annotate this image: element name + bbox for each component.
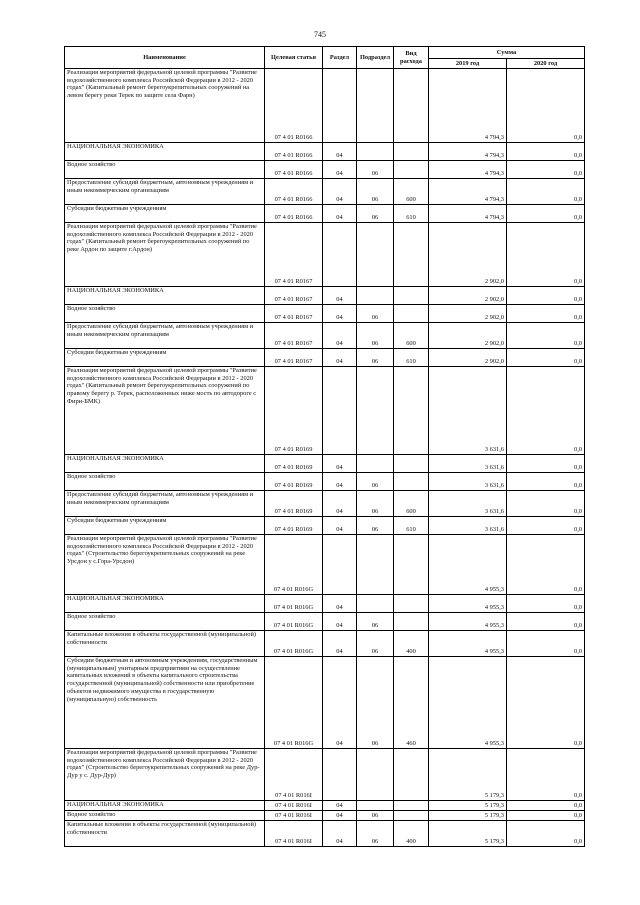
row-sum-2020: 0,0 bbox=[507, 801, 585, 811]
row-expense-type bbox=[394, 801, 429, 811]
row-sum-2019: 3 631,6 bbox=[429, 517, 507, 535]
row-subsection: 06 bbox=[357, 631, 394, 657]
row-target-code: 07 4 01 R0167 bbox=[265, 323, 323, 349]
row-section: 04 bbox=[323, 323, 357, 349]
row-section bbox=[323, 69, 357, 143]
row-target-code: 07 4 01 R016I bbox=[265, 811, 323, 821]
row-subsection: 06 bbox=[357, 811, 394, 821]
row-expense-type bbox=[394, 455, 429, 473]
row-expense-type bbox=[394, 811, 429, 821]
table-row bbox=[65, 801, 585, 811]
table-row bbox=[65, 205, 585, 223]
row-sum-2020: 0,0 bbox=[507, 205, 585, 223]
row-sum-2020: 0,0 bbox=[507, 535, 585, 595]
row-expense-type bbox=[394, 223, 429, 287]
table-row bbox=[65, 323, 585, 349]
row-expense-type: 400 bbox=[394, 631, 429, 657]
table-row bbox=[65, 535, 585, 595]
row-sum-2020: 0,0 bbox=[507, 749, 585, 801]
row-section bbox=[323, 223, 357, 287]
row-name: Субсидии бюджетным учреждениям bbox=[65, 517, 265, 535]
row-subsection: 06 bbox=[357, 205, 394, 223]
row-sum-2019: 2 902,0 bbox=[429, 323, 507, 349]
row-target-code: 07 4 01 R0166 bbox=[265, 161, 323, 179]
row-subsection: 06 bbox=[357, 179, 394, 205]
row-name: Предоставление субсидий бюджетным, автономным учреждениям и иным некоммерческим организациям bbox=[65, 491, 265, 517]
row-section: 04 bbox=[323, 473, 357, 491]
table-row bbox=[65, 595, 585, 613]
row-subsection: 06 bbox=[357, 613, 394, 631]
row-subsection bbox=[357, 223, 394, 287]
header-subsection: Подраздел bbox=[357, 47, 394, 69]
row-sum-2019: 5 179,3 bbox=[429, 821, 507, 847]
row-subsection: 06 bbox=[357, 323, 394, 349]
row-sum-2019: 4 955,3 bbox=[429, 613, 507, 631]
row-expense-type bbox=[394, 749, 429, 801]
row-expense-type: 400 bbox=[394, 821, 429, 847]
row-expense-type bbox=[394, 473, 429, 491]
table-row bbox=[65, 349, 585, 367]
row-target-code: 07 4 01 R0166 bbox=[265, 69, 323, 143]
row-subsection: 06 bbox=[357, 657, 394, 749]
row-sum-2020: 0,0 bbox=[507, 367, 585, 455]
row-subsection: 06 bbox=[357, 491, 394, 517]
header-name: Наименование bbox=[65, 47, 265, 69]
table-row bbox=[65, 473, 585, 491]
row-sum-2020: 0,0 bbox=[507, 323, 585, 349]
table-row bbox=[65, 657, 585, 749]
row-name: Водное хозяйство bbox=[65, 161, 265, 179]
row-section: 04 bbox=[323, 631, 357, 657]
header-year-2019: 2019 год bbox=[429, 59, 507, 69]
row-sum-2019: 4 794,3 bbox=[429, 69, 507, 143]
row-target-code: 07 4 01 R0166 bbox=[265, 143, 323, 161]
row-section: 04 bbox=[323, 821, 357, 847]
row-name: Водное хозяйство bbox=[65, 613, 265, 631]
row-section bbox=[323, 749, 357, 801]
row-name: Реализация мероприятий федеральной целевой программы "Развитие водохозяйственного комплекса Российской Федерации в 2012 - 2020 годах" (Строительство берегоукрепительных сооружений на реке Дур-Дур у с. Дур-Дур) bbox=[65, 749, 265, 801]
table-row bbox=[65, 749, 585, 801]
row-expense-type: 460 bbox=[394, 657, 429, 749]
row-name: Реализация мероприятий федеральной целевой программы "Развитие водохозяйственного комплекса Российской Федерации в 2012 - 2020 годах" (Капитальный ремонт берегоукрепительных сооружений по реке Ардон по защите г.Ардон) bbox=[65, 223, 265, 287]
row-target-code: 07 4 01 R016G bbox=[265, 631, 323, 657]
row-sum-2020: 0,0 bbox=[507, 657, 585, 749]
row-name: Капитальные вложения в объекты государственной (муниципальной) собственности bbox=[65, 821, 265, 847]
row-subsection bbox=[357, 595, 394, 613]
row-target-code: 07 4 01 R016I bbox=[265, 801, 323, 811]
row-sum-2020: 0,0 bbox=[507, 491, 585, 517]
row-section: 04 bbox=[323, 657, 357, 749]
row-target-code: 07 4 01 R0169 bbox=[265, 517, 323, 535]
table-row bbox=[65, 491, 585, 517]
row-name: Водное хозяйство bbox=[65, 811, 265, 821]
row-sum-2019: 3 631,6 bbox=[429, 491, 507, 517]
row-target-code: 07 4 01 R0169 bbox=[265, 455, 323, 473]
table-row bbox=[65, 161, 585, 179]
row-sum-2020: 0,0 bbox=[507, 161, 585, 179]
row-expense-type bbox=[394, 69, 429, 143]
row-expense-type bbox=[394, 595, 429, 613]
row-section: 04 bbox=[323, 205, 357, 223]
row-sum-2020: 0,0 bbox=[507, 349, 585, 367]
row-sum-2020: 0,0 bbox=[507, 595, 585, 613]
row-sum-2019: 4 794,3 bbox=[429, 161, 507, 179]
row-target-code: 07 4 01 R016I bbox=[265, 821, 323, 847]
row-target-code: 07 4 01 R0169 bbox=[265, 491, 323, 517]
row-subsection: 06 bbox=[357, 821, 394, 847]
row-expense-type: 600 bbox=[394, 491, 429, 517]
table-row bbox=[65, 455, 585, 473]
row-sum-2019: 4 955,3 bbox=[429, 631, 507, 657]
row-subsection: 06 bbox=[357, 473, 394, 491]
row-section: 04 bbox=[323, 349, 357, 367]
row-expense-type bbox=[394, 535, 429, 595]
row-name: Капитальные вложения в объекты государственной (муниципальной) собственности bbox=[65, 631, 265, 657]
row-sum-2020: 0,0 bbox=[507, 455, 585, 473]
row-expense-type: 610 bbox=[394, 517, 429, 535]
header-expense-type: Вид расхода bbox=[394, 47, 429, 69]
row-subsection bbox=[357, 801, 394, 811]
table-row bbox=[65, 223, 585, 287]
row-section: 04 bbox=[323, 517, 357, 535]
row-target-code: 07 4 01 R016I bbox=[265, 749, 323, 801]
table-row bbox=[65, 305, 585, 323]
row-target-code: 07 4 01 R0167 bbox=[265, 287, 323, 305]
header-section: Раздел bbox=[323, 47, 357, 69]
row-name: Реализация мероприятий федеральной целевой программы "Развитие водохозяйственного комплекса Российской Федерации в 2012 - 2020 годах" (Строительство берегоукрепительных сооружений на реке Урсдон у с.Гора-Урсдон) bbox=[65, 535, 265, 595]
row-section bbox=[323, 367, 357, 455]
table-row bbox=[65, 179, 585, 205]
row-subsection bbox=[357, 749, 394, 801]
row-subsection: 06 bbox=[357, 349, 394, 367]
row-subsection bbox=[357, 69, 394, 143]
row-expense-type bbox=[394, 613, 429, 631]
row-subsection bbox=[357, 535, 394, 595]
row-subsection bbox=[357, 287, 394, 305]
row-section: 04 bbox=[323, 143, 357, 161]
row-sum-2019: 4 794,3 bbox=[429, 143, 507, 161]
row-subsection: 06 bbox=[357, 161, 394, 179]
row-sum-2020: 0,0 bbox=[507, 69, 585, 143]
table-row bbox=[65, 821, 585, 847]
row-section: 04 bbox=[323, 455, 357, 473]
row-sum-2020: 0,0 bbox=[507, 223, 585, 287]
row-sum-2020: 0,0 bbox=[507, 473, 585, 491]
row-sum-2019: 5 179,3 bbox=[429, 801, 507, 811]
row-sum-2019: 4 794,3 bbox=[429, 179, 507, 205]
row-sum-2019: 5 179,3 bbox=[429, 749, 507, 801]
row-expense-type bbox=[394, 287, 429, 305]
table-row bbox=[65, 517, 585, 535]
header-sum: Сумма bbox=[429, 47, 585, 59]
row-name: Предоставление субсидий бюджетным, автономным учреждениям и иным некоммерческим организациям bbox=[65, 179, 265, 205]
row-section: 04 bbox=[323, 305, 357, 323]
row-expense-type: 610 bbox=[394, 349, 429, 367]
row-sum-2019: 4 794,3 bbox=[429, 205, 507, 223]
row-target-code: 07 4 01 R016G bbox=[265, 595, 323, 613]
row-subsection: 06 bbox=[357, 305, 394, 323]
table-row bbox=[65, 287, 585, 305]
row-sum-2020: 0,0 bbox=[507, 143, 585, 161]
row-target-code: 07 4 01 R016G bbox=[265, 657, 323, 749]
row-section: 04 bbox=[323, 491, 357, 517]
row-sum-2020: 0,0 bbox=[507, 631, 585, 657]
table-row bbox=[65, 367, 585, 455]
row-sum-2020: 0,0 bbox=[507, 811, 585, 821]
row-section: 04 bbox=[323, 801, 357, 811]
table-row bbox=[65, 811, 585, 821]
row-target-code: 07 4 01 R016G bbox=[265, 613, 323, 631]
row-name: НАЦИОНАЛЬНАЯ ЭКОНОМИКА bbox=[65, 287, 265, 305]
row-name: Субсидии бюджетным и автономным учреждениям, государственным (муниципальным) унитарным предприятиям на осуществление капитальных вложений в объекты капитального строительства государственной (муниципальной) собственности или приобретение объектов недвижимого имущества в государственную (муниципальную) собственность bbox=[65, 657, 265, 749]
row-subsection bbox=[357, 455, 394, 473]
row-name: НАЦИОНАЛЬНАЯ ЭКОНОМИКА bbox=[65, 801, 265, 811]
budget-table bbox=[64, 46, 585, 847]
row-expense-type bbox=[394, 143, 429, 161]
row-expense-type: 600 bbox=[394, 323, 429, 349]
row-sum-2019: 2 902,0 bbox=[429, 305, 507, 323]
row-expense-type bbox=[394, 367, 429, 455]
row-section: 04 bbox=[323, 287, 357, 305]
row-target-code: 07 4 01 R0167 bbox=[265, 223, 323, 287]
row-name: Водное хозяйство bbox=[65, 305, 265, 323]
row-sum-2019: 2 902,0 bbox=[429, 287, 507, 305]
row-name: НАЦИОНАЛЬНАЯ ЭКОНОМИКА bbox=[65, 143, 265, 161]
row-section: 04 bbox=[323, 613, 357, 631]
table-body bbox=[65, 69, 585, 847]
row-name: Субсидии бюджетным учреждениям bbox=[65, 205, 265, 223]
row-section bbox=[323, 535, 357, 595]
row-sum-2019: 3 631,6 bbox=[429, 455, 507, 473]
row-sum-2019: 2 902,0 bbox=[429, 223, 507, 287]
header-year-2020: 2020 год bbox=[507, 59, 585, 69]
row-sum-2020: 0,0 bbox=[507, 305, 585, 323]
row-target-code: 07 4 01 R0166 bbox=[265, 179, 323, 205]
row-target-code: 07 4 01 R0169 bbox=[265, 473, 323, 491]
row-sum-2020: 0,0 bbox=[507, 517, 585, 535]
row-name: Реализация мероприятий федеральной целевой программы "Развитие водохозяйственного комплекса Российской Федерации в 2012 - 2020 годах" (Капитальный ремонт берегоукрепительных сооружений на левом берегу реки Терек по защите села Фарн) bbox=[65, 69, 265, 143]
row-sum-2020: 0,0 bbox=[507, 821, 585, 847]
row-target-code: 07 4 01 R0167 bbox=[265, 305, 323, 323]
row-subsection bbox=[357, 367, 394, 455]
row-target-code: 07 4 01 R0169 bbox=[265, 367, 323, 455]
row-name: НАЦИОНАЛЬНАЯ ЭКОНОМИКА bbox=[65, 455, 265, 473]
row-expense-type bbox=[394, 305, 429, 323]
table-row bbox=[65, 613, 585, 631]
row-sum-2020: 0,0 bbox=[507, 179, 585, 205]
row-name: Субсидии бюджетным учреждениям bbox=[65, 349, 265, 367]
row-name: Водное хозяйство bbox=[65, 473, 265, 491]
row-sum-2019: 3 631,6 bbox=[429, 367, 507, 455]
row-section: 04 bbox=[323, 595, 357, 613]
table-row bbox=[65, 69, 585, 143]
row-sum-2019: 4 955,3 bbox=[429, 657, 507, 749]
row-target-code: 07 4 01 R0166 bbox=[265, 205, 323, 223]
row-sum-2019: 3 631,6 bbox=[429, 473, 507, 491]
table-row bbox=[65, 631, 585, 657]
row-sum-2019: 4 955,3 bbox=[429, 595, 507, 613]
row-target-code: 07 4 01 R0167 bbox=[265, 349, 323, 367]
row-expense-type: 610 bbox=[394, 205, 429, 223]
row-sum-2019: 2 902,0 bbox=[429, 349, 507, 367]
row-subsection bbox=[357, 143, 394, 161]
row-section: 04 bbox=[323, 811, 357, 821]
row-expense-type bbox=[394, 161, 429, 179]
row-subsection: 06 bbox=[357, 517, 394, 535]
row-name: Предоставление субсидий бюджетным, автономным учреждениям и иным некоммерческим организациям bbox=[65, 323, 265, 349]
row-sum-2019: 4 955,3 bbox=[429, 535, 507, 595]
row-section: 04 bbox=[323, 179, 357, 205]
row-expense-type: 600 bbox=[394, 179, 429, 205]
page-number: 745 bbox=[314, 30, 326, 39]
row-section: 04 bbox=[323, 161, 357, 179]
table-row bbox=[65, 143, 585, 161]
row-sum-2019: 5 179,3 bbox=[429, 811, 507, 821]
row-name: Реализация мероприятий федеральной целевой программы "Развитие водохозяйственного комплекса Российской Федерации в 2012 - 2020 годах" (Капитальный ремонт берегоукрепительных сооружений по правому берегу р. Терек, расположенных ниже мость по автодороге с Фири-БМК) bbox=[65, 367, 265, 455]
header-code: Целевая статья bbox=[265, 47, 323, 69]
row-target-code: 07 4 01 R016G bbox=[265, 535, 323, 595]
row-sum-2020: 0,0 bbox=[507, 613, 585, 631]
row-sum-2020: 0,0 bbox=[507, 287, 585, 305]
row-name: НАЦИОНАЛЬНАЯ ЭКОНОМИКА bbox=[65, 595, 265, 613]
